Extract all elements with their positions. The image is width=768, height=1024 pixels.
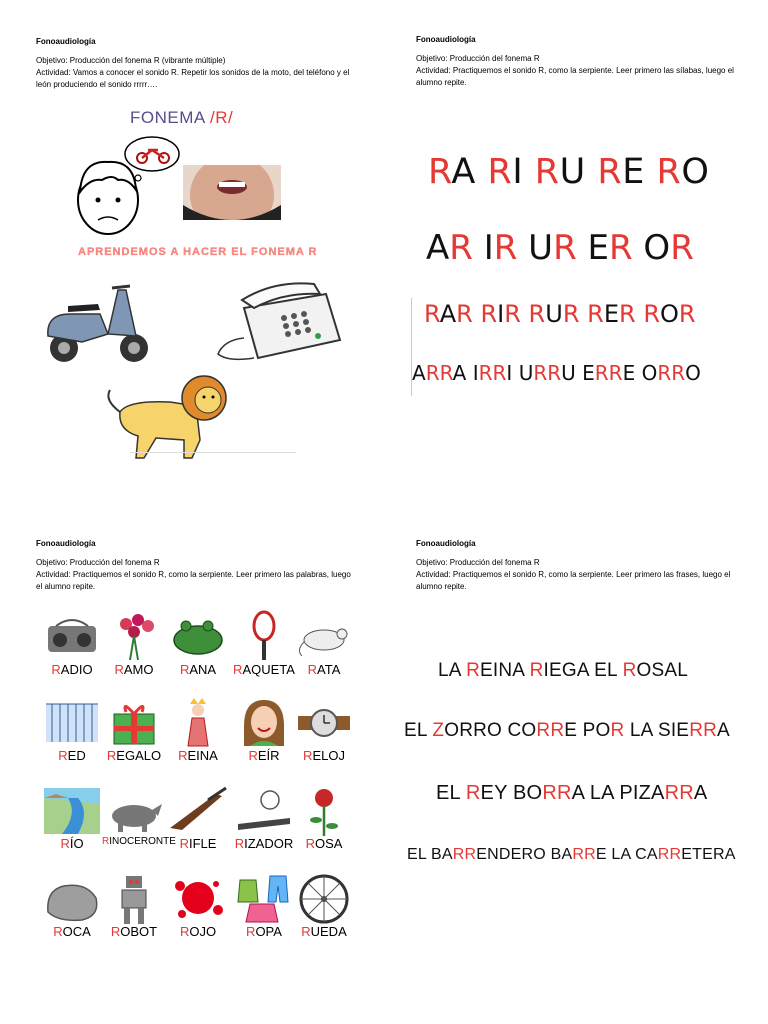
phrase-highlight: RR xyxy=(657,846,682,863)
word-rest: ATA xyxy=(317,662,341,677)
word-label xyxy=(166,924,230,939)
syllable-vowel-part: I xyxy=(472,361,479,385)
word-first-letter: R xyxy=(248,748,258,763)
syllable-row-3 xyxy=(424,300,696,328)
word-rest: OCA xyxy=(62,924,91,939)
phrase-highlight: RR xyxy=(664,782,694,804)
phrase-highlight: R xyxy=(465,782,481,804)
panel4-activity: Actividad: Practiquemos el sonido R, como la serpiente. Leer primero las frases, luego el alumno repite. xyxy=(416,570,731,591)
phrase-text: EL xyxy=(436,782,466,804)
syllable-r-part: R xyxy=(619,300,636,328)
panel1-title: Fonoaudiología xyxy=(36,37,96,46)
curling-iron-icon xyxy=(234,784,294,836)
word-rest: ANA xyxy=(189,662,217,677)
word-rest: IZADOR xyxy=(244,836,294,851)
boy-thinking-motorbike-icon xyxy=(72,134,182,244)
word-card xyxy=(232,610,296,677)
syllable xyxy=(488,152,524,192)
phrase-highlight: RR xyxy=(536,720,565,741)
syllable xyxy=(519,361,576,385)
word-first-letter: R xyxy=(51,662,61,677)
syllable-r-part: R xyxy=(480,300,498,328)
panel3-objective: Objetivo: Producción del fonema R xyxy=(36,558,160,567)
word-card xyxy=(232,696,296,763)
word-first-letter: R xyxy=(179,662,190,677)
syllable xyxy=(582,361,635,385)
syllable xyxy=(424,300,473,328)
word-rest: ED xyxy=(67,748,86,763)
phrase-text: ETERA xyxy=(681,846,736,863)
phrase-highlight: R xyxy=(622,660,637,681)
syllable-r-part: R xyxy=(553,228,577,268)
word-label xyxy=(292,836,356,851)
syllable-vowel-part: E xyxy=(587,228,609,268)
syllable-r-part: R xyxy=(424,300,440,328)
syllable-r-part: R xyxy=(643,300,661,328)
word-card xyxy=(232,872,296,939)
word-first-letter: R xyxy=(53,924,63,939)
syllable xyxy=(480,300,520,328)
syllable xyxy=(428,152,476,192)
syllable-r-part: RR xyxy=(478,361,507,385)
word-first-letter: R xyxy=(179,836,189,851)
word-rest: ELOJ xyxy=(312,748,345,763)
word-rest: OBOT xyxy=(120,924,158,939)
phrase-text: EL xyxy=(404,720,433,741)
panel4-objective: Objetivo: Producción del fonema R xyxy=(416,558,540,567)
syllable xyxy=(529,300,580,328)
word-card xyxy=(102,696,166,763)
phrase-text: IEGA EL xyxy=(543,660,623,681)
syllable-vowel-part: U xyxy=(561,361,576,385)
panel4-title: Fonoaudiología xyxy=(416,539,476,548)
word-card xyxy=(166,784,230,851)
syllable-r-part: R xyxy=(587,300,604,328)
word-label xyxy=(292,924,356,939)
queen-icon xyxy=(168,696,228,748)
syllable-vowel-part: E xyxy=(622,361,636,385)
clothes-icon xyxy=(234,872,294,924)
word-rest: OSA xyxy=(314,836,343,851)
panel3-header xyxy=(36,538,356,593)
rose-icon xyxy=(294,784,354,836)
word-label xyxy=(40,924,104,939)
syllable-vowel-part: A xyxy=(426,228,450,268)
word-label xyxy=(102,836,176,847)
net-icon xyxy=(42,696,102,748)
syllable-r-part: RR xyxy=(533,361,562,385)
syllable xyxy=(656,152,709,192)
syllable-r-part: R xyxy=(656,152,682,192)
syllable-r-part: R xyxy=(608,228,633,268)
word-label xyxy=(102,924,166,939)
phrase-text: ORRO CO xyxy=(444,720,537,741)
word-label xyxy=(232,924,296,939)
word-card xyxy=(40,872,104,939)
phrase-text: LA xyxy=(438,660,467,681)
syllable-vowel-part: U xyxy=(518,361,534,385)
syllable-vowel-part: A xyxy=(452,361,467,385)
phrase-text: EL BA xyxy=(407,846,453,863)
syllable-vowel-part: O xyxy=(681,152,710,192)
syllable xyxy=(587,300,636,328)
frog-icon xyxy=(168,610,228,662)
word-card xyxy=(292,784,356,851)
syllable-row-1 xyxy=(428,152,709,192)
syllable-vowel-part: U xyxy=(528,228,554,268)
syllable-vowel-part: A xyxy=(451,152,476,192)
syllable xyxy=(535,152,586,192)
word-label xyxy=(232,836,296,851)
syllable-r-part: R xyxy=(493,228,518,268)
rifle-icon xyxy=(168,784,228,836)
syllable-r-part: R xyxy=(678,300,696,328)
word-card xyxy=(40,610,104,677)
word-label xyxy=(232,748,296,763)
syllable-vowel-part: O xyxy=(643,228,671,268)
wheel-icon xyxy=(294,872,354,924)
phrase-text: A xyxy=(693,782,708,804)
phrase-highlight: R xyxy=(466,660,480,681)
racket-icon xyxy=(234,610,294,662)
panel1-header xyxy=(36,36,356,91)
word-first-letter: R xyxy=(303,748,313,763)
word-label xyxy=(40,662,104,677)
syllable-vowel-part: E xyxy=(603,300,619,328)
syllable-r-part: R xyxy=(562,300,580,328)
syllable-row-4 xyxy=(412,361,701,385)
word-card xyxy=(166,696,230,763)
syllable xyxy=(643,300,695,328)
phrase-highlight: R xyxy=(610,720,625,741)
word-rest: OPA xyxy=(255,924,282,939)
word-card xyxy=(292,872,356,939)
syllable-vowel-part: I xyxy=(512,152,524,192)
lion-icon xyxy=(100,370,230,464)
syllable xyxy=(473,361,513,385)
word-label xyxy=(292,662,356,677)
syllable-vowel-part: E xyxy=(582,361,595,385)
phrase-2 xyxy=(404,720,730,742)
word-label xyxy=(166,662,230,677)
gift-icon xyxy=(104,696,164,748)
panel2-header xyxy=(416,34,736,89)
syllable-r-part: R xyxy=(449,228,473,268)
syllable-r-part: R xyxy=(597,152,623,192)
watch-icon xyxy=(294,696,354,748)
word-first-letter: R xyxy=(233,662,243,677)
phrase-4 xyxy=(407,846,736,864)
syllable-r-part: RR xyxy=(425,361,453,385)
word-rest: OJO xyxy=(189,924,217,939)
mouth-photo xyxy=(183,165,281,220)
syllable-r-part: R xyxy=(487,152,513,192)
robot-icon xyxy=(104,872,164,924)
syllable xyxy=(426,228,473,268)
syllable xyxy=(484,228,518,268)
word-label xyxy=(102,662,166,677)
phrase-1 xyxy=(438,660,688,682)
panel3-title: Fonoaudiología xyxy=(36,539,96,548)
word-first-letter: R xyxy=(246,924,256,939)
syllable-r-part: R xyxy=(534,152,560,192)
telephone-icon xyxy=(214,278,344,370)
word-first-letter: R xyxy=(301,924,311,939)
word-first-letter: R xyxy=(234,836,245,851)
aprendemos-banner: APRENDEMOS A HACER EL FONEMA R xyxy=(78,246,318,258)
syllable-vowel-part: A xyxy=(412,361,426,385)
syllable xyxy=(642,361,701,385)
fonema-label: FONEMA xyxy=(130,108,211,127)
word-first-letter: R xyxy=(58,748,68,763)
phrase-highlight: RR xyxy=(572,846,596,863)
word-label xyxy=(166,836,230,851)
syllable-vowel-part: I xyxy=(506,361,513,385)
word-label xyxy=(40,836,104,851)
word-card xyxy=(232,784,296,851)
panel4-header xyxy=(416,538,736,593)
laughing-girl-icon xyxy=(234,696,294,748)
syllable-vowel-part: E xyxy=(622,152,645,192)
fonema-title xyxy=(130,108,233,128)
word-label xyxy=(102,748,166,763)
syllable-vowel-part: I xyxy=(497,300,505,328)
phrase-text: A xyxy=(717,720,730,741)
phrase-highlight: RR xyxy=(689,720,718,741)
word-card xyxy=(166,872,230,939)
word-first-letter: R xyxy=(114,662,124,677)
phrase-text: EY BO xyxy=(480,782,543,804)
word-label xyxy=(232,662,296,677)
word-label xyxy=(40,748,104,763)
syllable-vowel-part: O xyxy=(685,361,701,385)
phrase-text: OSAL xyxy=(636,660,688,681)
phrase-highlight: RR xyxy=(542,782,572,804)
phrase-highlight: Z xyxy=(432,720,445,741)
syllable xyxy=(588,228,633,268)
syllable xyxy=(412,361,466,385)
word-card xyxy=(102,784,176,847)
syllable xyxy=(643,228,693,268)
lion-ground-line xyxy=(130,452,296,453)
word-rest: UEDA xyxy=(310,924,347,939)
phrase-text: E PO xyxy=(564,720,611,741)
word-rest: IFLE xyxy=(188,836,217,851)
word-rest: EGALO xyxy=(116,748,162,763)
word-rest: EINA xyxy=(187,748,218,763)
rhino-icon xyxy=(104,784,164,836)
word-card xyxy=(40,696,104,763)
word-first-letter: R xyxy=(179,924,190,939)
word-first-letter: R xyxy=(307,662,318,677)
word-card xyxy=(40,784,104,851)
syllable xyxy=(528,228,577,268)
panel1-objective: Objetivo: Producción del fonema R (vibrante múltiple) xyxy=(36,56,226,65)
panel2-objective: Objetivo: Producción del fonema R xyxy=(416,54,540,63)
syllable-r-part: R xyxy=(504,300,521,328)
word-first-letter: R xyxy=(305,836,315,851)
word-first-letter: R xyxy=(102,836,110,847)
word-rest: AQUETA xyxy=(242,662,295,677)
syllable-r-part: R xyxy=(456,300,473,328)
phrase-text: E LA CA xyxy=(595,846,658,863)
syllable-vowel-part: U xyxy=(545,300,563,328)
word-card xyxy=(292,696,356,763)
phrase-highlight: RR xyxy=(452,846,477,863)
word-card xyxy=(102,610,166,677)
word-first-letter: R xyxy=(110,924,121,939)
word-rest: EÍR xyxy=(257,748,280,763)
word-rest: ADIO xyxy=(60,662,93,677)
syllable-vowel-part: I xyxy=(483,228,494,268)
panel3-activity: Actividad: Practiquemos el sonido R, como la serpiente. Leer primero las palabras, luego el alumno repite. xyxy=(36,570,351,591)
phrase-highlight: R xyxy=(529,660,544,681)
rat-icon xyxy=(294,610,354,662)
syllable xyxy=(597,152,644,192)
bouquet-icon xyxy=(104,610,164,662)
syllable-vowel-part: O xyxy=(641,361,658,385)
phrase-text: A LA PIZA xyxy=(571,782,665,804)
rock-icon xyxy=(42,872,102,924)
syllable-r-part: R xyxy=(528,300,546,328)
word-card xyxy=(166,610,230,677)
syllable-row-2 xyxy=(426,228,694,268)
word-card xyxy=(292,610,356,677)
syllable-r-part: RR xyxy=(594,361,623,385)
scooter-icon xyxy=(38,276,154,366)
word-first-letter: R xyxy=(178,748,188,763)
river-icon xyxy=(42,784,102,836)
syllable-r-part: R xyxy=(670,228,694,268)
word-first-letter: R xyxy=(106,748,117,763)
phrase-text: ENDERO BA xyxy=(476,846,573,863)
syllable-r-part: RR xyxy=(657,361,686,385)
syllable-r-part: R xyxy=(428,152,452,192)
syllable-vowel-part: A xyxy=(439,300,457,328)
word-rest: AMO xyxy=(123,662,154,677)
syllable-vowel-part: U xyxy=(559,152,586,192)
word-card xyxy=(102,872,166,939)
word-rest: INOCERONTE xyxy=(109,836,176,847)
radio-icon xyxy=(42,610,102,662)
panel2-title: Fonoaudiología xyxy=(416,35,476,44)
phrase-text: LA SIE xyxy=(624,720,690,741)
panel2-activity: Actividad: Practiquemos el sonido R, como la serpiente. Leer primero las sílabas, luego el alumno repite. xyxy=(416,66,734,87)
word-rest: ÍO xyxy=(69,836,84,851)
word-label xyxy=(292,748,356,763)
panel1-activity: Actividad: Vamos a conocer el sonido R. Repetir los sonidos de la moto, del teléfono y el león produciendo el sonido rrrrr…. xyxy=(36,68,350,89)
red-splash-icon xyxy=(168,872,228,924)
word-first-letter: R xyxy=(60,836,70,851)
phrase-text: EINA xyxy=(480,660,530,681)
phrase-3 xyxy=(436,782,707,805)
syllable-vowel-part: O xyxy=(660,300,679,328)
fonema-symbol: /R/ xyxy=(210,108,234,127)
word-label xyxy=(166,748,230,763)
